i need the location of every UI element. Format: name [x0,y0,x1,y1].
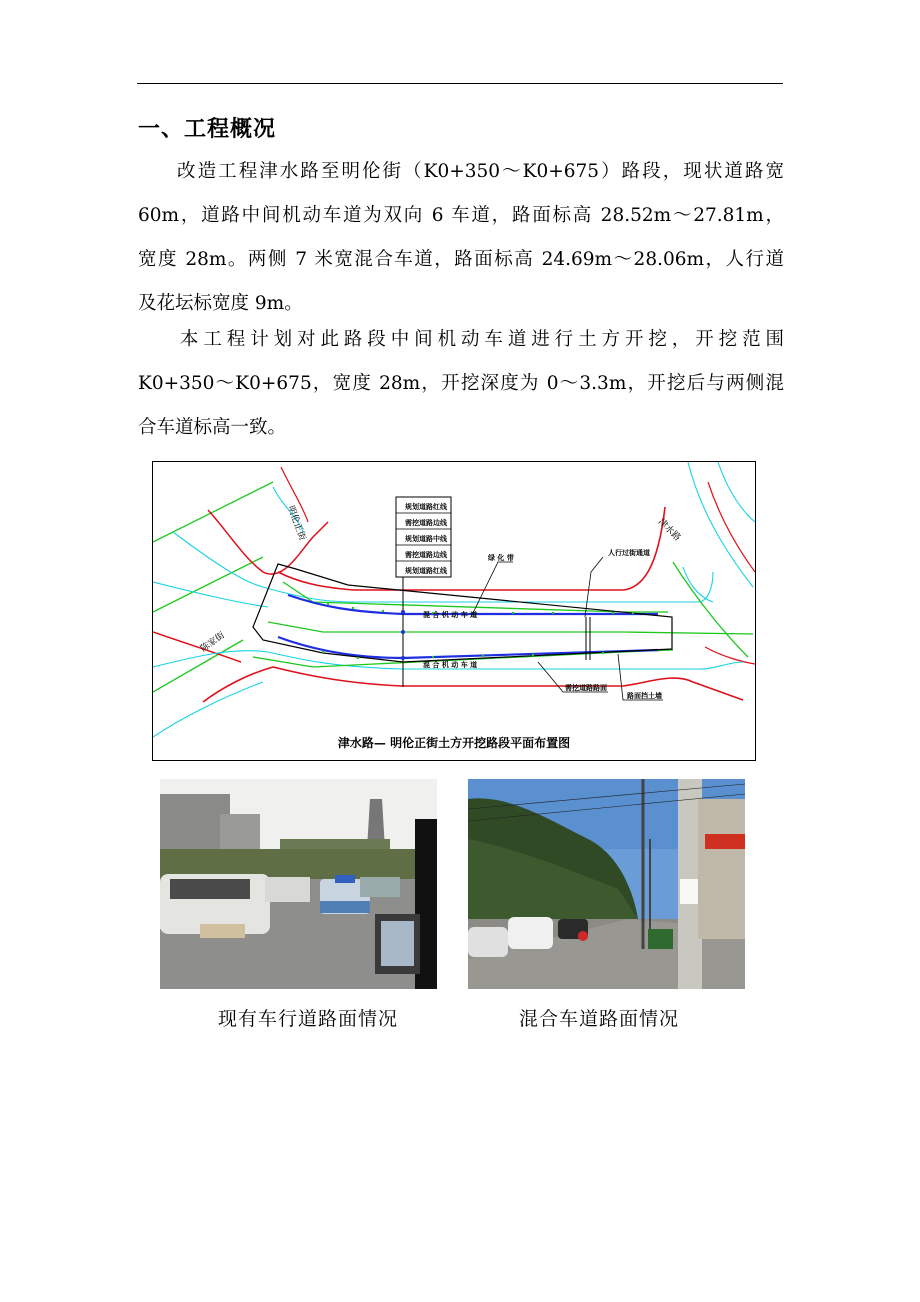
label-lower-lane: 混 合 机 动 车 道 [423,661,478,669]
label-excavate-surface: 需挖道路路面 [565,684,607,692]
photo-caption: 现有车行道路面情况 [218,1008,399,1030]
paragraph-line: K0+350～K0+675，宽度 28m，开挖深度为 0～3.3m，开挖后与两侧混 [138,373,784,394]
header-rule [137,83,783,84]
legend-item: 需挖道路边线 [405,551,447,559]
paragraph-line: 合车道标高一致。 [138,417,287,438]
legend-item: 规划道路红线 [405,567,447,575]
legend-item: 规划道路中线 [405,535,447,543]
plan-paragraph [138,318,784,450]
label-crossing: 人行过街通道 [608,549,650,557]
label-retaining-wall: 路面挡土墙 [627,692,662,700]
label-upper-lane: 混 合 机 动 车 道 [423,611,478,619]
label-green-belt: 绿 化 带 [488,554,514,562]
photo-mixed-lanes [468,779,745,989]
paragraph-line: 改造工程津水路至明伦街（K0+350～K0+675）路段，现状道路宽 [175,161,784,182]
site-plan-drawing [152,461,756,761]
photo-existing-lanes [160,779,437,989]
paragraph-line: 本工程计划对此路段中间机动车道进行土方开挖，开挖范围 [175,329,784,350]
paragraph-line: 及花坛标宽度 9m。 [138,293,303,314]
overview-paragraph [138,150,784,326]
label-road-minglun: 明伦正街 [285,504,307,542]
label-road-jinshui: 津水路 [655,517,683,544]
legend-item: 规划道路红线 [405,503,447,511]
legend-item: 需挖道路边线 [405,519,447,527]
paragraph-line: 60m，道路中间机动车道为双向 6 车道，路面标高 28.52m～27.81m， [138,205,784,226]
label-road-left: 陈家街 [198,630,227,655]
drawing-title: 津水路— 明伦正街土方开挖路段平面布置图 [337,736,571,750]
photo-caption: 混合车道路面情况 [519,1008,680,1030]
section-heading: 一、工程概况 [138,117,277,142]
paragraph-line: 宽度 28m。两侧 7 米宽混合车道，路面标高 24.69m～28.06m，人行道 [138,249,784,270]
